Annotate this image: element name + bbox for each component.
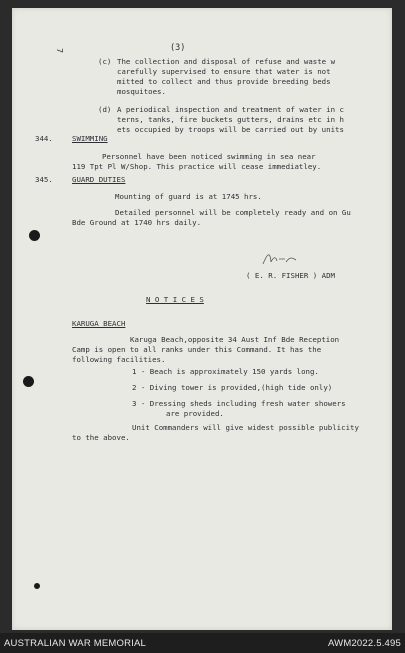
document-page — [12, 8, 392, 630]
section-344-line: Personnel have been noticed swimming in sea near — [102, 152, 316, 161]
signature-block: ( E. R. FISHER ) ADM — [246, 271, 335, 280]
facility-item: 2 - Diving tower is provided,(high tide only) — [132, 383, 333, 392]
closing-line: Unit Commanders will give widest possible publicity — [132, 423, 359, 432]
section-345-line: Mounting of guard is at 1745 hrs. — [115, 192, 262, 201]
page-number: (3) — [170, 43, 186, 53]
section-345-line: Bde Ground at 1740 hrs daily. — [72, 218, 202, 227]
closing-line: to the above. — [72, 433, 130, 442]
item-d-line: A periodical inspection and treatment of water in c — [117, 105, 344, 114]
notices-intro-line: Karuga Beach,opposite 34 Aust Inf Bde Reception — [130, 335, 340, 344]
facility-item-cont: are provided. — [166, 409, 224, 418]
section-345-number: 345. — [35, 175, 53, 184]
item-d-line: terns, tanks, fire buckets gutters, drains etc in h — [117, 115, 344, 124]
facility-item: 3 - Dressing sheds including fresh water showers — [132, 399, 346, 408]
footer-left: AUSTRALIAN WAR MEMORIAL — [4, 638, 147, 649]
facility-item: 1 - Beach is approximately 150 yards long. — [132, 367, 319, 376]
punch-hole — [29, 230, 40, 241]
notices-title: N O T I C E S — [146, 295, 204, 304]
item-d-line: ets occupied by troops will be carried out by units — [117, 125, 344, 134]
item-c-line: mitted to collect and thus provide breeding beds — [117, 77, 331, 86]
footer-right: AWM2022.5.495 — [327, 638, 401, 649]
notices-heading: KARUGA BEACH — [72, 319, 126, 328]
section-345-line: Detailed personnel will be completely ready and on Gu — [115, 208, 351, 217]
item-c-line: mosquitoes. — [117, 87, 166, 96]
punch-hole — [23, 376, 34, 387]
item-c-line: carefully supervised to ensure that water is not — [117, 67, 331, 76]
section-344-heading: SWIMMING — [72, 134, 108, 143]
punch-hole — [34, 583, 40, 589]
section-344-line: 119 Tpt Pl W/Shop. This practice will cease immediatley. — [72, 162, 322, 171]
section-345-heading: GUARD DUTIES — [72, 175, 126, 184]
handwritten-signature — [260, 250, 300, 268]
item-d-label: (d) — [98, 105, 112, 114]
archive-footer — [0, 633, 405, 653]
margin-mark: 7 — [54, 48, 64, 53]
item-c-label: (c) — [98, 57, 112, 66]
notices-intro-line: Camp is open to all ranks under this Command. It has the — [72, 345, 322, 354]
section-344-number: 344. — [35, 134, 53, 143]
item-c-line: The collection and disposal of refuse and waste w — [117, 57, 336, 66]
notices-intro-line: following facilities. — [72, 355, 166, 364]
